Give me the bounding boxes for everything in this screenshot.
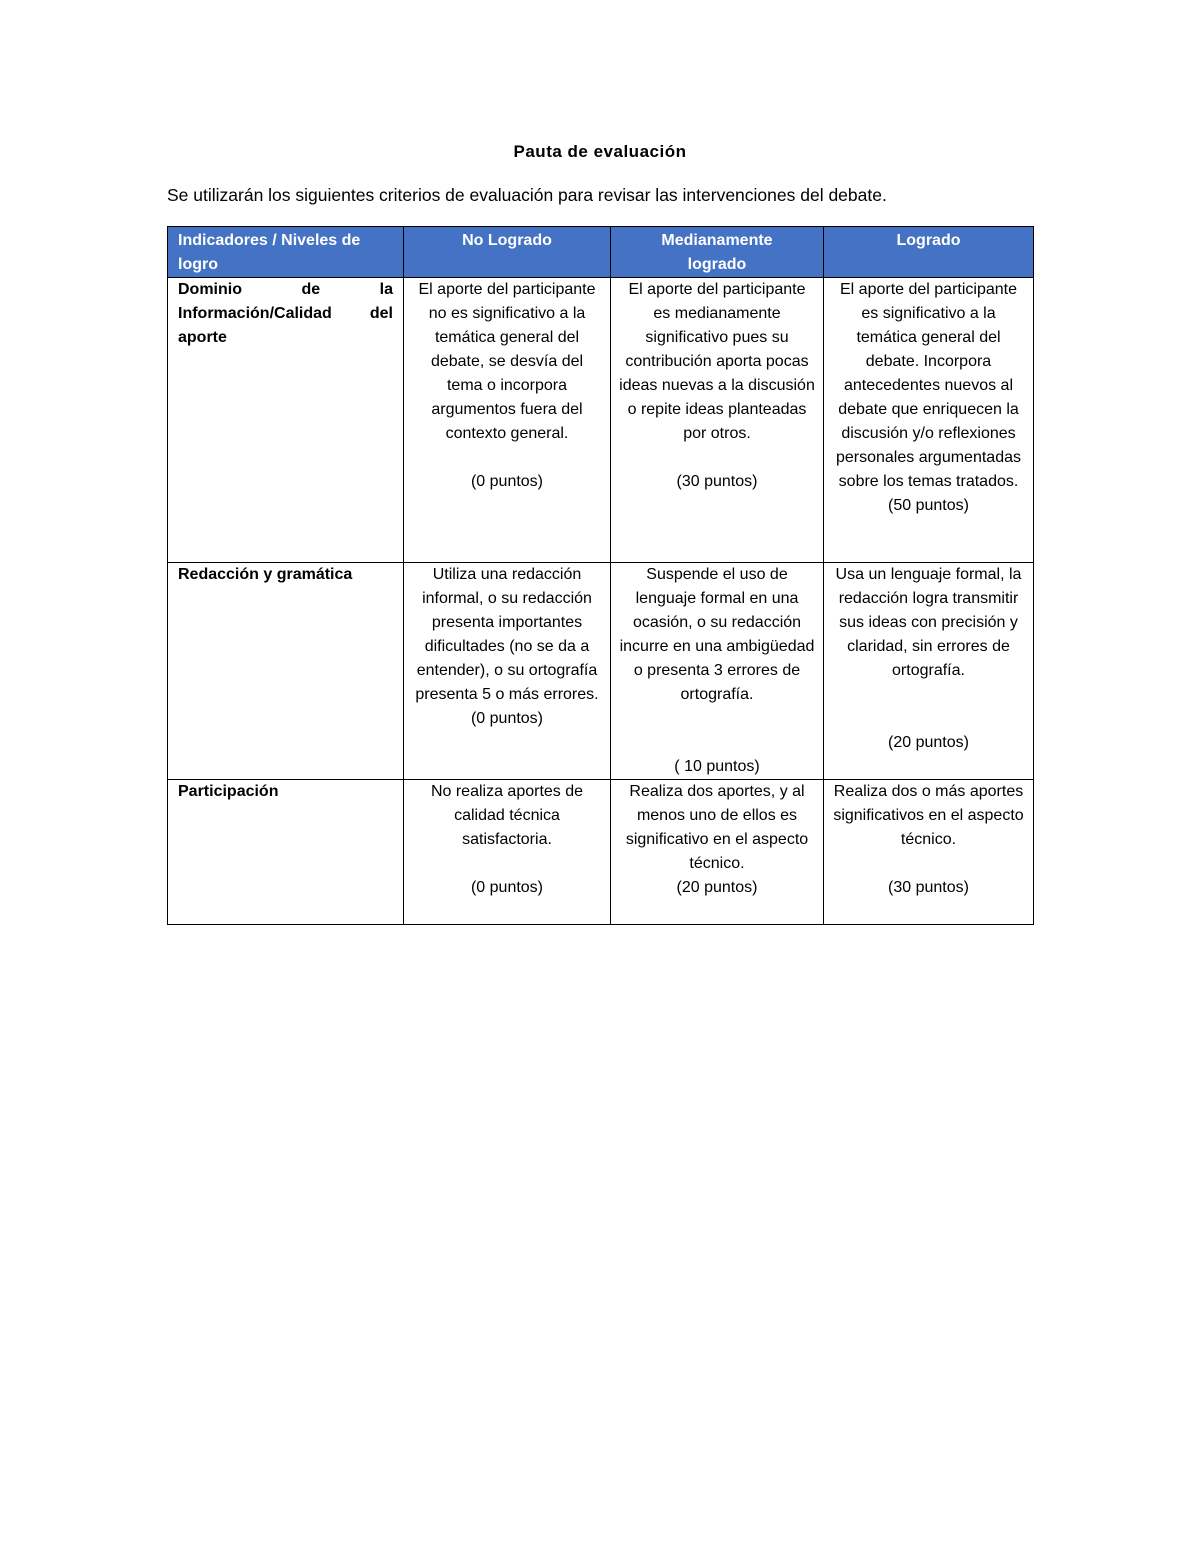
points-label: (30 puntos) (676, 473, 758, 490)
cell-medianamente (611, 563, 824, 780)
cell-medianamente (611, 278, 824, 563)
points-label: (20 puntos) (888, 734, 969, 751)
header-row (168, 227, 1034, 278)
table-row (168, 780, 1034, 925)
header-no-logrado: No Logrado (404, 227, 611, 278)
header-medianamente-line1: Medianamente (661, 232, 773, 249)
criterion-text: Utiliza una redacción informal, o su redacción presenta importantes dificultades (no se da a entender), o su ortografía presenta 5 o más errores. (415, 566, 599, 703)
table-row (168, 563, 1034, 780)
points-label: (0 puntos) (470, 710, 544, 727)
header-logrado: Logrado (824, 227, 1034, 278)
points-label: (0 puntos) (470, 879, 544, 896)
cell-no-logrado (404, 563, 611, 780)
header-medianamente-line2: logrado (687, 256, 747, 273)
intro-paragraph: Se utilizarán los siguientes criterios de evaluación para revisar las intervenciones del debate. (167, 185, 887, 205)
criterion-text: Realiza dos o más aportes significativos en el aspecto técnico. (833, 783, 1024, 848)
header-indicator: Indicadores / Niveles de logro (168, 227, 404, 278)
table-row (168, 278, 1034, 563)
cell-logrado (824, 563, 1034, 780)
rubric-table (167, 226, 1034, 925)
cell-no-logrado (404, 278, 611, 563)
criterion-text: Suspende el uso de lenguaje formal en una ocasión, o su redacción incurre en una ambigüedad o presenta 3 errores de ortografía. (619, 566, 815, 703)
criterion-text: El aporte del participante es medianamente significativo pues su contribución aporta pocas ideas nuevas a la discusión o repite ideas planteadas por otros. (619, 281, 815, 442)
cell-medianamente (611, 780, 824, 925)
points-label: (30 puntos) (888, 879, 969, 896)
rubric-header (168, 227, 1034, 278)
row-indicator: Participación (168, 780, 404, 925)
cell-logrado (824, 780, 1034, 925)
page-title: Pauta de evaluación (513, 142, 687, 161)
criterion-text: El aporte del participante es significativo a la temática general del debate. Incorpora antecedentes nuevos al debate que enriquecen la discusión y/o reflexiones personales argumentadas sobre los temas tratados. (835, 281, 1021, 490)
cell-no-logrado (404, 780, 611, 925)
points-label: (50 puntos) (888, 497, 969, 514)
points-label: (20 puntos) (676, 879, 758, 896)
points-label: ( 10 puntos) (674, 758, 760, 775)
header-medianamente (611, 227, 824, 278)
points-label: (0 puntos) (470, 473, 544, 490)
criterion-text: Realiza dos aportes, y al menos uno de ellos es significativo en el aspecto técnico. (625, 783, 809, 872)
criterion-text: El aporte del participante no es significativo a la temática general del debate, se desvía del tema o incorpora argumentos fuera del contexto general. (418, 281, 596, 442)
row-indicator: Dominio de la Información/Calidad del aporte (168, 278, 404, 563)
criterion-text: Usa un lenguaje formal, la redacción logra transmitir sus ideas con precisión y claridad, sin errores de ortografía. (835, 566, 1022, 679)
cell-logrado (824, 278, 1034, 563)
row-indicator: Redacción y gramática (168, 563, 404, 780)
criterion-text: No realiza aportes de calidad técnica satisfactoria. (430, 783, 584, 848)
